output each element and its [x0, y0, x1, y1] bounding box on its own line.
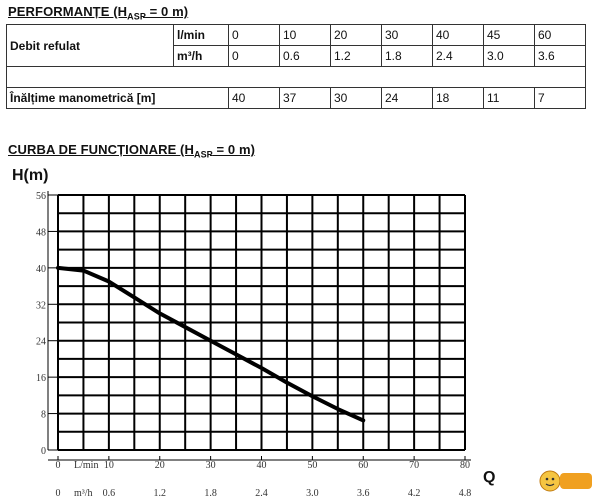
table-cell: 3.6	[535, 46, 586, 67]
x-tick-label-m3h: 4.2	[407, 488, 421, 499]
table-cell: 60	[535, 25, 586, 46]
x-tick-label-lmin: 50	[307, 460, 318, 471]
y-tick-label: 48	[36, 227, 46, 239]
y-axis-title: H(m)	[12, 167, 49, 184]
table-cell: 7	[535, 88, 586, 109]
x-tick-label-m3h: 3.6	[357, 488, 370, 499]
table-cell: 10	[280, 25, 331, 46]
table-cell: 45	[484, 25, 535, 46]
x-tick-label-lmin: 80	[460, 460, 470, 471]
x-tick-label-m3h: 1.2	[153, 488, 166, 499]
y-tick-label: 24	[36, 336, 46, 348]
x-tick-label-m3h: 2.4	[255, 488, 268, 499]
x-axis-title: Q	[483, 469, 496, 486]
x-tick-label-m3h: 0	[55, 488, 61, 499]
table-cell: 0	[229, 46, 280, 67]
table-cell: 1.8	[382, 46, 433, 67]
x-tick-label-lmin: 20	[154, 460, 165, 471]
x-tick-label-lmin: 40	[256, 460, 267, 471]
performance-title: PERFORMANȚE ($H_{ASP} = 0$ m)	[8, 4, 189, 22]
x-tick-label-m3h: 0.6	[102, 488, 116, 499]
curve-title: CURBA DE FUNCȚIONARE ($H_{ASP} = 0$ m)	[8, 142, 256, 160]
logo-icon	[538, 469, 594, 493]
x-unit-m3h: m³/h	[74, 488, 93, 499]
performance-curve-chart	[0, 160, 600, 499]
table-cell: 37	[280, 88, 331, 109]
unit-m3h: m³/h	[174, 46, 229, 67]
performance-table	[6, 24, 586, 109]
table-cell: 0.6	[280, 46, 331, 67]
table-cell: 20	[331, 25, 382, 46]
unit-lmin: l/min	[174, 25, 229, 46]
table-cell: 11	[484, 88, 535, 109]
x-tick-label-m3h: 4.8	[458, 488, 472, 499]
table-cell: 3.0	[484, 46, 535, 67]
table-cell: 40	[229, 88, 280, 109]
x-tick-label-lmin: 70	[409, 460, 420, 471]
table-cell: 30	[331, 88, 382, 109]
table-spacer	[7, 67, 586, 88]
table-row	[7, 25, 586, 46]
x-tick-label-lmin: 30	[205, 460, 216, 471]
y-tick-label: 32	[36, 300, 46, 312]
x-tick-label-m3h: 1.8	[204, 488, 217, 499]
y-tick-label: 0	[41, 446, 46, 457]
y-tick-label: 40	[36, 263, 46, 275]
table-cell: 24	[382, 88, 433, 109]
table-row	[7, 88, 586, 109]
x-unit-lmin: L/min	[74, 460, 99, 471]
table-cell: 18	[433, 88, 484, 109]
x-tick-label-lmin: 60	[358, 460, 369, 471]
brico-shop-logo	[538, 469, 594, 493]
table-cell: 0	[229, 25, 280, 46]
debit-label: Debit refulat	[7, 25, 174, 67]
x-tick-label-lmin: 10	[103, 460, 114, 471]
head-label: Înălțime manometrică [m]	[7, 88, 229, 109]
y-tick-label: 8	[41, 409, 46, 421]
table-cell: 1.2	[331, 46, 382, 67]
x-tick-label-m3h: 3.0	[306, 488, 319, 499]
table-cell: 30	[382, 25, 433, 46]
y-tick-label: 56	[36, 191, 46, 202]
x-tick-label-lmin: 0	[55, 460, 61, 471]
y-tick-label: 16	[36, 373, 46, 385]
table-cell: 2.4	[433, 46, 484, 67]
table-cell: 40	[433, 25, 484, 46]
